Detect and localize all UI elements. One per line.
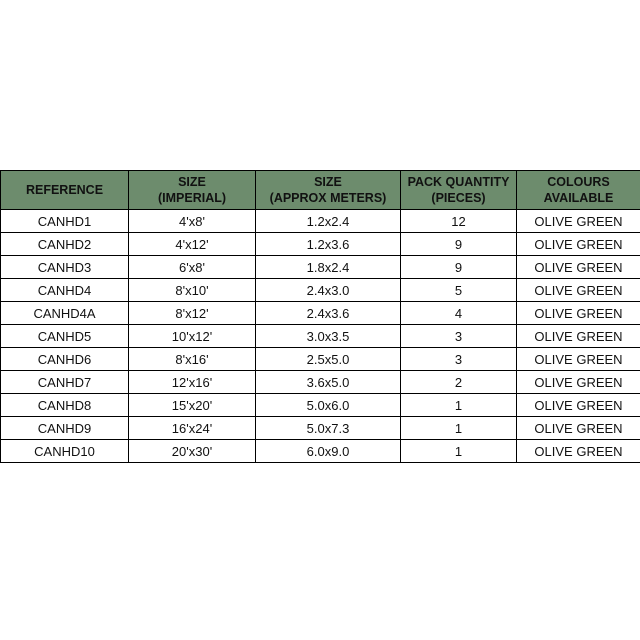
cell-size-meters: 5.0x7.3 [256, 417, 401, 440]
cell-pack-quantity: 12 [401, 210, 517, 233]
cell-colour: OLIVE GREEN [517, 440, 640, 463]
cell-size-imperial: 12'x16' [129, 371, 256, 394]
cell-reference: CANHD5 [1, 325, 129, 348]
product-table-container [0, 170, 640, 463]
cell-reference: CANHD10 [1, 440, 129, 463]
cell-size-meters: 1.2x2.4 [256, 210, 401, 233]
table-row [1, 233, 640, 256]
header-label-line: (PIECES) [431, 191, 486, 205]
cell-colour: OLIVE GREEN [517, 394, 640, 417]
table-body [1, 210, 640, 463]
cell-colour: OLIVE GREEN [517, 371, 640, 394]
cell-size-meters: 1.2x3.6 [256, 233, 401, 256]
cell-pack-quantity: 3 [401, 325, 517, 348]
header-label-line: SIZE [178, 175, 206, 189]
table-row [1, 302, 640, 325]
cell-size-meters: 2.5x5.0 [256, 348, 401, 371]
header-label-line: (APPROX METERS) [269, 191, 387, 205]
table-header [1, 171, 640, 210]
table-row [1, 348, 640, 371]
cell-reference: CANHD1 [1, 210, 129, 233]
product-size-table [0, 170, 640, 463]
header-label-line: REFERENCE [25, 183, 104, 197]
cell-reference: CANHD4 [1, 279, 129, 302]
table-row [1, 417, 640, 440]
cell-size-imperial: 4'x12' [129, 233, 256, 256]
cell-size-imperial: 10'x12' [129, 325, 256, 348]
cell-colour: OLIVE GREEN [517, 210, 640, 233]
header-label-line: SIZE [314, 175, 342, 189]
cell-colour: OLIVE GREEN [517, 417, 640, 440]
cell-size-meters: 2.4x3.6 [256, 302, 401, 325]
cell-pack-quantity: 9 [401, 256, 517, 279]
cell-colour: OLIVE GREEN [517, 256, 640, 279]
table-row [1, 394, 640, 417]
header-size-imperial [129, 171, 256, 210]
cell-size-meters: 5.0x6.0 [256, 394, 401, 417]
header-label-line: PACK QUANTITY [407, 175, 510, 189]
cell-size-imperial: 8'x16' [129, 348, 256, 371]
table-row [1, 256, 640, 279]
cell-size-meters: 3.6x5.0 [256, 371, 401, 394]
cell-colour: OLIVE GREEN [517, 233, 640, 256]
cell-size-meters: 6.0x9.0 [256, 440, 401, 463]
table-row [1, 210, 640, 233]
cell-size-imperial: 15'x20' [129, 394, 256, 417]
cell-pack-quantity: 1 [401, 417, 517, 440]
cell-size-meters: 2.4x3.0 [256, 279, 401, 302]
cell-colour: OLIVE GREEN [517, 302, 640, 325]
cell-size-meters: 1.8x2.4 [256, 256, 401, 279]
table-row [1, 371, 640, 394]
header-label-line: AVAILABLE [543, 191, 614, 205]
header-label-line: (IMPERIAL) [157, 191, 227, 205]
cell-pack-quantity: 1 [401, 440, 517, 463]
cell-colour: OLIVE GREEN [517, 348, 640, 371]
table-row [1, 279, 640, 302]
header-size-meters [256, 171, 401, 210]
cell-reference: CANHD9 [1, 417, 129, 440]
cell-reference: CANHD2 [1, 233, 129, 256]
header-label-line: COLOURS [547, 175, 610, 189]
cell-reference: CANHD4A [1, 302, 129, 325]
cell-pack-quantity: 3 [401, 348, 517, 371]
cell-reference: CANHD7 [1, 371, 129, 394]
cell-reference: CANHD8 [1, 394, 129, 417]
cell-pack-quantity: 4 [401, 302, 517, 325]
header-colours-available [517, 171, 640, 210]
cell-size-imperial: 6'x8' [129, 256, 256, 279]
table-row [1, 325, 640, 348]
cell-pack-quantity: 2 [401, 371, 517, 394]
cell-reference: CANHD3 [1, 256, 129, 279]
cell-colour: OLIVE GREEN [517, 279, 640, 302]
cell-size-imperial: 8'x12' [129, 302, 256, 325]
cell-pack-quantity: 5 [401, 279, 517, 302]
cell-pack-quantity: 1 [401, 394, 517, 417]
cell-size-imperial: 4'x8' [129, 210, 256, 233]
cell-colour: OLIVE GREEN [517, 325, 640, 348]
cell-pack-quantity: 9 [401, 233, 517, 256]
cell-size-imperial: 16'x24' [129, 417, 256, 440]
cell-size-imperial: 20'x30' [129, 440, 256, 463]
header-row [1, 171, 640, 210]
header-pack-quantity [401, 171, 517, 210]
table-row [1, 440, 640, 463]
cell-reference: CANHD6 [1, 348, 129, 371]
cell-size-imperial: 8'x10' [129, 279, 256, 302]
header-reference [1, 171, 129, 210]
cell-size-meters: 3.0x3.5 [256, 325, 401, 348]
